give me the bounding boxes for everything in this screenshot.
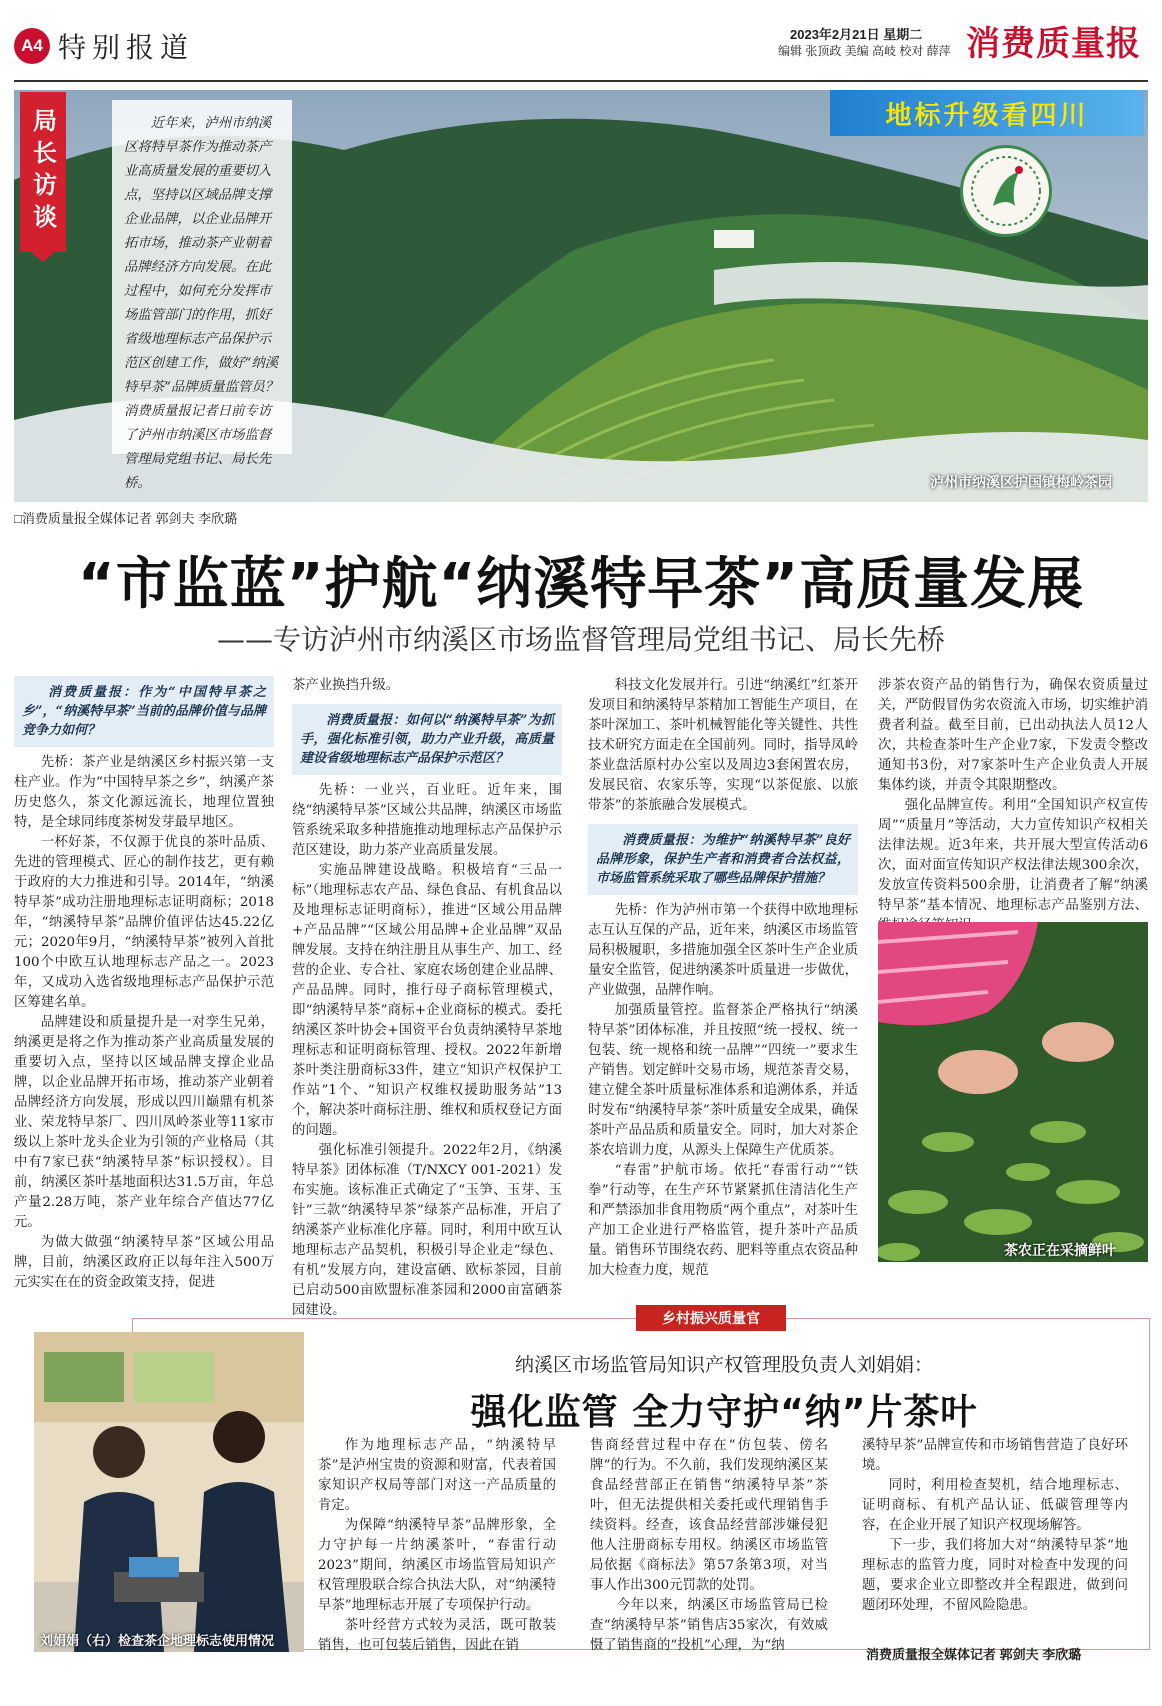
reporter-byline: □消费质量报全媒体记者 郭剑夫 李欣璐 xyxy=(14,511,238,526)
issue-date: 2023年2月21日 星期二 xyxy=(790,27,923,42)
photo-caption: 茶农正在采摘鲜叶 xyxy=(1004,1242,1116,1258)
paragraph: “春雷”护航市场。依托“春雷行动”“铁拳”行动等，在生产环节紧紧抓住清洁化生产和严禁添加非食用物质“两个重点”，对茶叶生产加工企业进行严格监管，提升茶叶产品质量。销售环节围绕农药、肥料等重点农资品种加大检查力度，规范 xyxy=(588,1163,858,1278)
paragraph: 茶叶经营方式较为灵活，既可散装销售，也可包装后销售，因此在销 xyxy=(318,1618,556,1653)
interview-tag: 局长访谈 xyxy=(20,92,66,252)
sidebar-column-1 xyxy=(318,1436,556,1656)
inspection-photo xyxy=(34,1332,304,1652)
hero-caption: 泸州市纳溪区护国镇梅岭茶园 xyxy=(930,474,1112,490)
paragraph: 品牌建设和质量提升是一对孪生兄弟，纳溪更是将之作为推动茶产业高质量发展的重要切入点，坚持以区域品牌支撑企业品牌，以企业品牌开拓市场，推动茶产业朝着品牌经济方向发展，形成以四川巅鼎有机茶业、荣龙特早茶厂、四川凤岭茶业等11家市级以上茶叶龙头企业为引领的产业格局（其中有7家已获“纳溪特早茶”标识授权）。目前，纳溪区茶叶基地面积达31.5万亩，年总产量2.28万吨，茶产业年综合产值达77亿元。 xyxy=(14,1015,274,1230)
paragraph: 先桥：茶产业是纳溪区乡村振兴第一支柱产业。作为“中国特早茶之乡”，纳溪产茶历史悠久，茶文化源远流长，地理位置独特，是全球同纬度茶树发芽最早地区。 xyxy=(14,755,274,830)
article-column-4 xyxy=(878,676,1148,936)
section-title: 特别报道 xyxy=(58,31,195,64)
editor-credits: 编辑 张顶政 美编 高岐 校对 薛萍 xyxy=(778,44,951,58)
paragraph: 实施品牌建设战略。积极培育“三品一标”（地理标志农产品、绿色食品、有机食品以及地理标志证明商标），推进“区域公用品牌+产品品牌”“区域公用品牌+企业品牌”双品牌发展。支持在纳注册且从事生产、加工、经营的企业、专合社、家庭农场创建企业品牌、产品品牌。同时，推行母子商标管理模式，即“纳溪特早茶”商标+企业商标的模式。委托纳溪区茶叶协会+国资平台负责纳溪特早茶地理标志和证明商标管理、授权。2022年新增茶叶类注册商标33件，建立“知识产权保护工作站”1个、“知识产权维权援助服务站”13个，解决茶叶商标注册、维权和质权登记方面的问题。 xyxy=(292,863,562,1138)
paragraph: 下一步，我们将加大对“纳溪特早茶”地理标志的监管力度，同时对检查中发现的问题，要求企业立即整改并全程跟进，做到问题闭环处理，不留风险隐患。 xyxy=(862,1538,1128,1613)
paragraph: 涉茶农资产品的销售行为，确保农资质量过关，严防假冒伪劣农资流入市场，切实维护消费者利益。截至目前，已出动执法人员12人次，共检查茶叶生产企业7家，下发责令整改通知书3份，对7家茶叶生产企业负责人开展集体约谈，并责令其限期整改。 xyxy=(878,678,1148,793)
sidebar-byline: 消费质量报全媒体记者 郭剑夫 李欣璐 xyxy=(866,1647,1082,1662)
paragraph: 溪特早茶”品牌宣传和市场销售营造了良好环境。 xyxy=(862,1438,1128,1473)
paragraph: 先桥：一业兴，百业旺。近年来，围绕“纳溪特早茶”区域公共品牌，纳溪区市场监管系统采取多种措施推动地理标志产品保护示范区建设，助力茶产业高质量发展。 xyxy=(292,783,562,858)
paragraph: 加强质量管控。监督茶企严格执行“纳溪特早茶”团体标准，并且按照“统一授权、统一包装、统一规格和统一品牌”“四统一”要求生产销售。划定鲜叶交易市场，规范茶青交易，建立健全茶叶质量标准体系和追溯体系，并适时发布“纳溪特早茶”茶叶质量安全成果，确保茶叶产品品质和质量安全。同时，加大对茶企茶农培训力度，从源头上保障生产优质茶。 xyxy=(588,1003,858,1158)
question-box: 消费质量报：为维护“纳溪特早茶”良好品牌形象，保护生产者和消费者合法权益，市场监管系统采取了哪些品牌保护措施？ xyxy=(588,824,858,895)
article-column-2 xyxy=(292,676,562,1321)
intro-text: 近年来，泸州市纳溪区将特早茶作为推动茶产业高质量发展的重要切入点，坚持以区域品牌支撑企业品牌，以企业品牌开拓市场，推动茶产业朝着品牌经济方向发展。在此过程中，如何充分发挥市场监管部门的作用，抓好省级地理标志产品保护示范区创建工作，做好“纳溪特早茶”品牌质量监管员？消费质量报记者日前专访了泸州市纳溪区市场监督管理局党组书记、局长先桥。 xyxy=(112,100,292,454)
sidebar-subtitle: 纳溪区市场监管局知识产权管理股负责人刘娟娟： xyxy=(514,1354,933,1376)
paragraph: 同时，利用检查契机，结合地理标志、证明商标、有机产品认证、低碳管理等内容，在企业开展了知识产权现场解答。 xyxy=(862,1478,1128,1533)
paragraph: 为做大做强“纳溪特早茶”区域公用品牌，目前，纳溪区政府正以每年注入500万元实实在在的资金政策支持，促进 xyxy=(14,1235,274,1290)
page-badge: A4 xyxy=(14,28,50,64)
article-column-3 xyxy=(588,676,858,1281)
paragraph: 售商经营过程中存在“仿包装、傍名牌”的行为。不久前，我们发现纳溪区某食品经营部正在销售“纳溪特早茶”茶叶，但无法提供相关委托或代理销售手续资料。经查，该食品经营部涉嫌侵犯他人注册商标专用权。纳溪区市场监管局依据《商标法》第57条第3项，对当事人作出300元罚款的处罚。 xyxy=(590,1438,828,1593)
series-banner: 地标升级看四川 xyxy=(830,90,1144,136)
header-rule xyxy=(14,80,1148,82)
paragraph: 先桥：作为泸州市第一个获得中欧地理标志互认互保的产品，近年来，纳溪区市场监管局积极履职，多措施加强全区茶叶生产企业质量安全监管，促进纳溪茶叶质量进一步做优，产业做强，品牌作响。 xyxy=(588,903,858,998)
paragraph: 强化品牌宣传。利用“全国知识产权宣传周”“质量月”等活动，大力宣传知识产权相关法律法规。近3年来，共开展大型宣传活动6次，面对面宣传知识产权法律法规300余次，发放宣传资料500余册，让消费者了解“纳溪特早茶”基本情况、地理标志产品鉴别方法、 xyxy=(878,798,1148,913)
paragraph: 为保障“纳溪特早茶”品牌形象，全力守护每一片纳溪茶叶，“春雷行动2023”期间，纳溪区市场监管局知识产权管理股联合综合执法大队，对“纳溪特早茶”地理标志开展了专项保护行动。 xyxy=(318,1518,556,1613)
tag-arrow xyxy=(29,250,57,262)
article-column-1 xyxy=(14,676,274,1293)
paragraph: 今年以来，纳溪区市场监管局已检查“纳溪特早茶”销售店35家次，有效威慑了销售商的“投机”心理，为“纳 xyxy=(590,1598,828,1653)
photo-caption: 刘娟娟（右）检查茶企地理标志使用情况 xyxy=(40,1633,275,1648)
paragraph: 作为地理标志产品，“纳溪特早茶”是泸州宝贵的资源和财富，代表着国家知识产权局等部门对这一产品质量的肯定。 xyxy=(318,1438,556,1513)
paragraph: 茶产业换挡升级。 xyxy=(292,678,400,693)
emblem-icon xyxy=(960,145,1052,237)
sidebar-column-3 xyxy=(862,1436,1128,1616)
question-box: 消费质量报：作为“中国特早茶之乡”，“纳溪特早茶”当前的品牌价值与品牌竞争力如何？ xyxy=(14,676,274,747)
paragraph: 科技文化发展并行。引进“纳溪红”红茶开发项目和纳溪特早茶精加工智能生产项目，在茶叶深加工、茶叶机械智能化等关键性、共性技术研究方面走在全国前列。同时，指导凤岭茶业盘活原村办公室以及周边3套闲置农房，发展民宿、农家乐等，实现“以茶促旅、以旅带茶”的茶旅融合发展模式。 xyxy=(588,678,858,813)
question-box: 消费质量报：如何以“纳溪特早茶”为抓手，强化标准引领，助力产业升级，高质量建设省级地理标志产品保护示范区？ xyxy=(292,704,562,775)
paper-masthead: 消费质量报 xyxy=(966,24,1141,64)
sidebar-column-2 xyxy=(590,1436,828,1656)
sub-headline: ——专访泸州市纳溪区市场监督管理局党组书记、局长先桥 xyxy=(216,623,945,656)
paragraph: 强化标准引领提升。2022年2月，《纳溪特早茶》团体标准（T/NXCY 001-2021）发布实施。该标准正式确定了“玉笋、玉芽、玉针”三款“纳溪特早茶”绿茶产品标准，开启了纳溪茶产业标准化序幕。同时，利用中欧互认地理标志产品契机，积极引导企业走“绿色、有机”发展方向，建设富硒、欧标茶园，目前已启动500亩欧盟标准茶园和2000亩富硒茶园建设。 xyxy=(292,1143,562,1318)
paragraph: 一杯好茶，不仅源于优良的茶叶品质、先进的管理模式、匠心的制作技艺，更有赖于政府的大力推进和引导。2014年，“纳溪特早茶”成功注册地理标志证明商标；2018年，“纳溪特早茶”品牌价值评估达45.22亿元；2020年9月，“纳溪特早茶”被列入首批100个中欧互认地理标志产品之一。2023年，又成功入选省级地理标志产品保护示范区筹建名单。 xyxy=(14,835,274,1010)
sidebar-title: 强化监管 全力守护“纳”片茶叶 xyxy=(470,1392,978,1433)
section-label: 乡村振兴质量官 xyxy=(636,1305,786,1331)
tea-picking-photo xyxy=(878,922,1148,1262)
main-headline: “市监蓝”护航“纳溪特早茶”高质量发展 xyxy=(77,552,1085,617)
